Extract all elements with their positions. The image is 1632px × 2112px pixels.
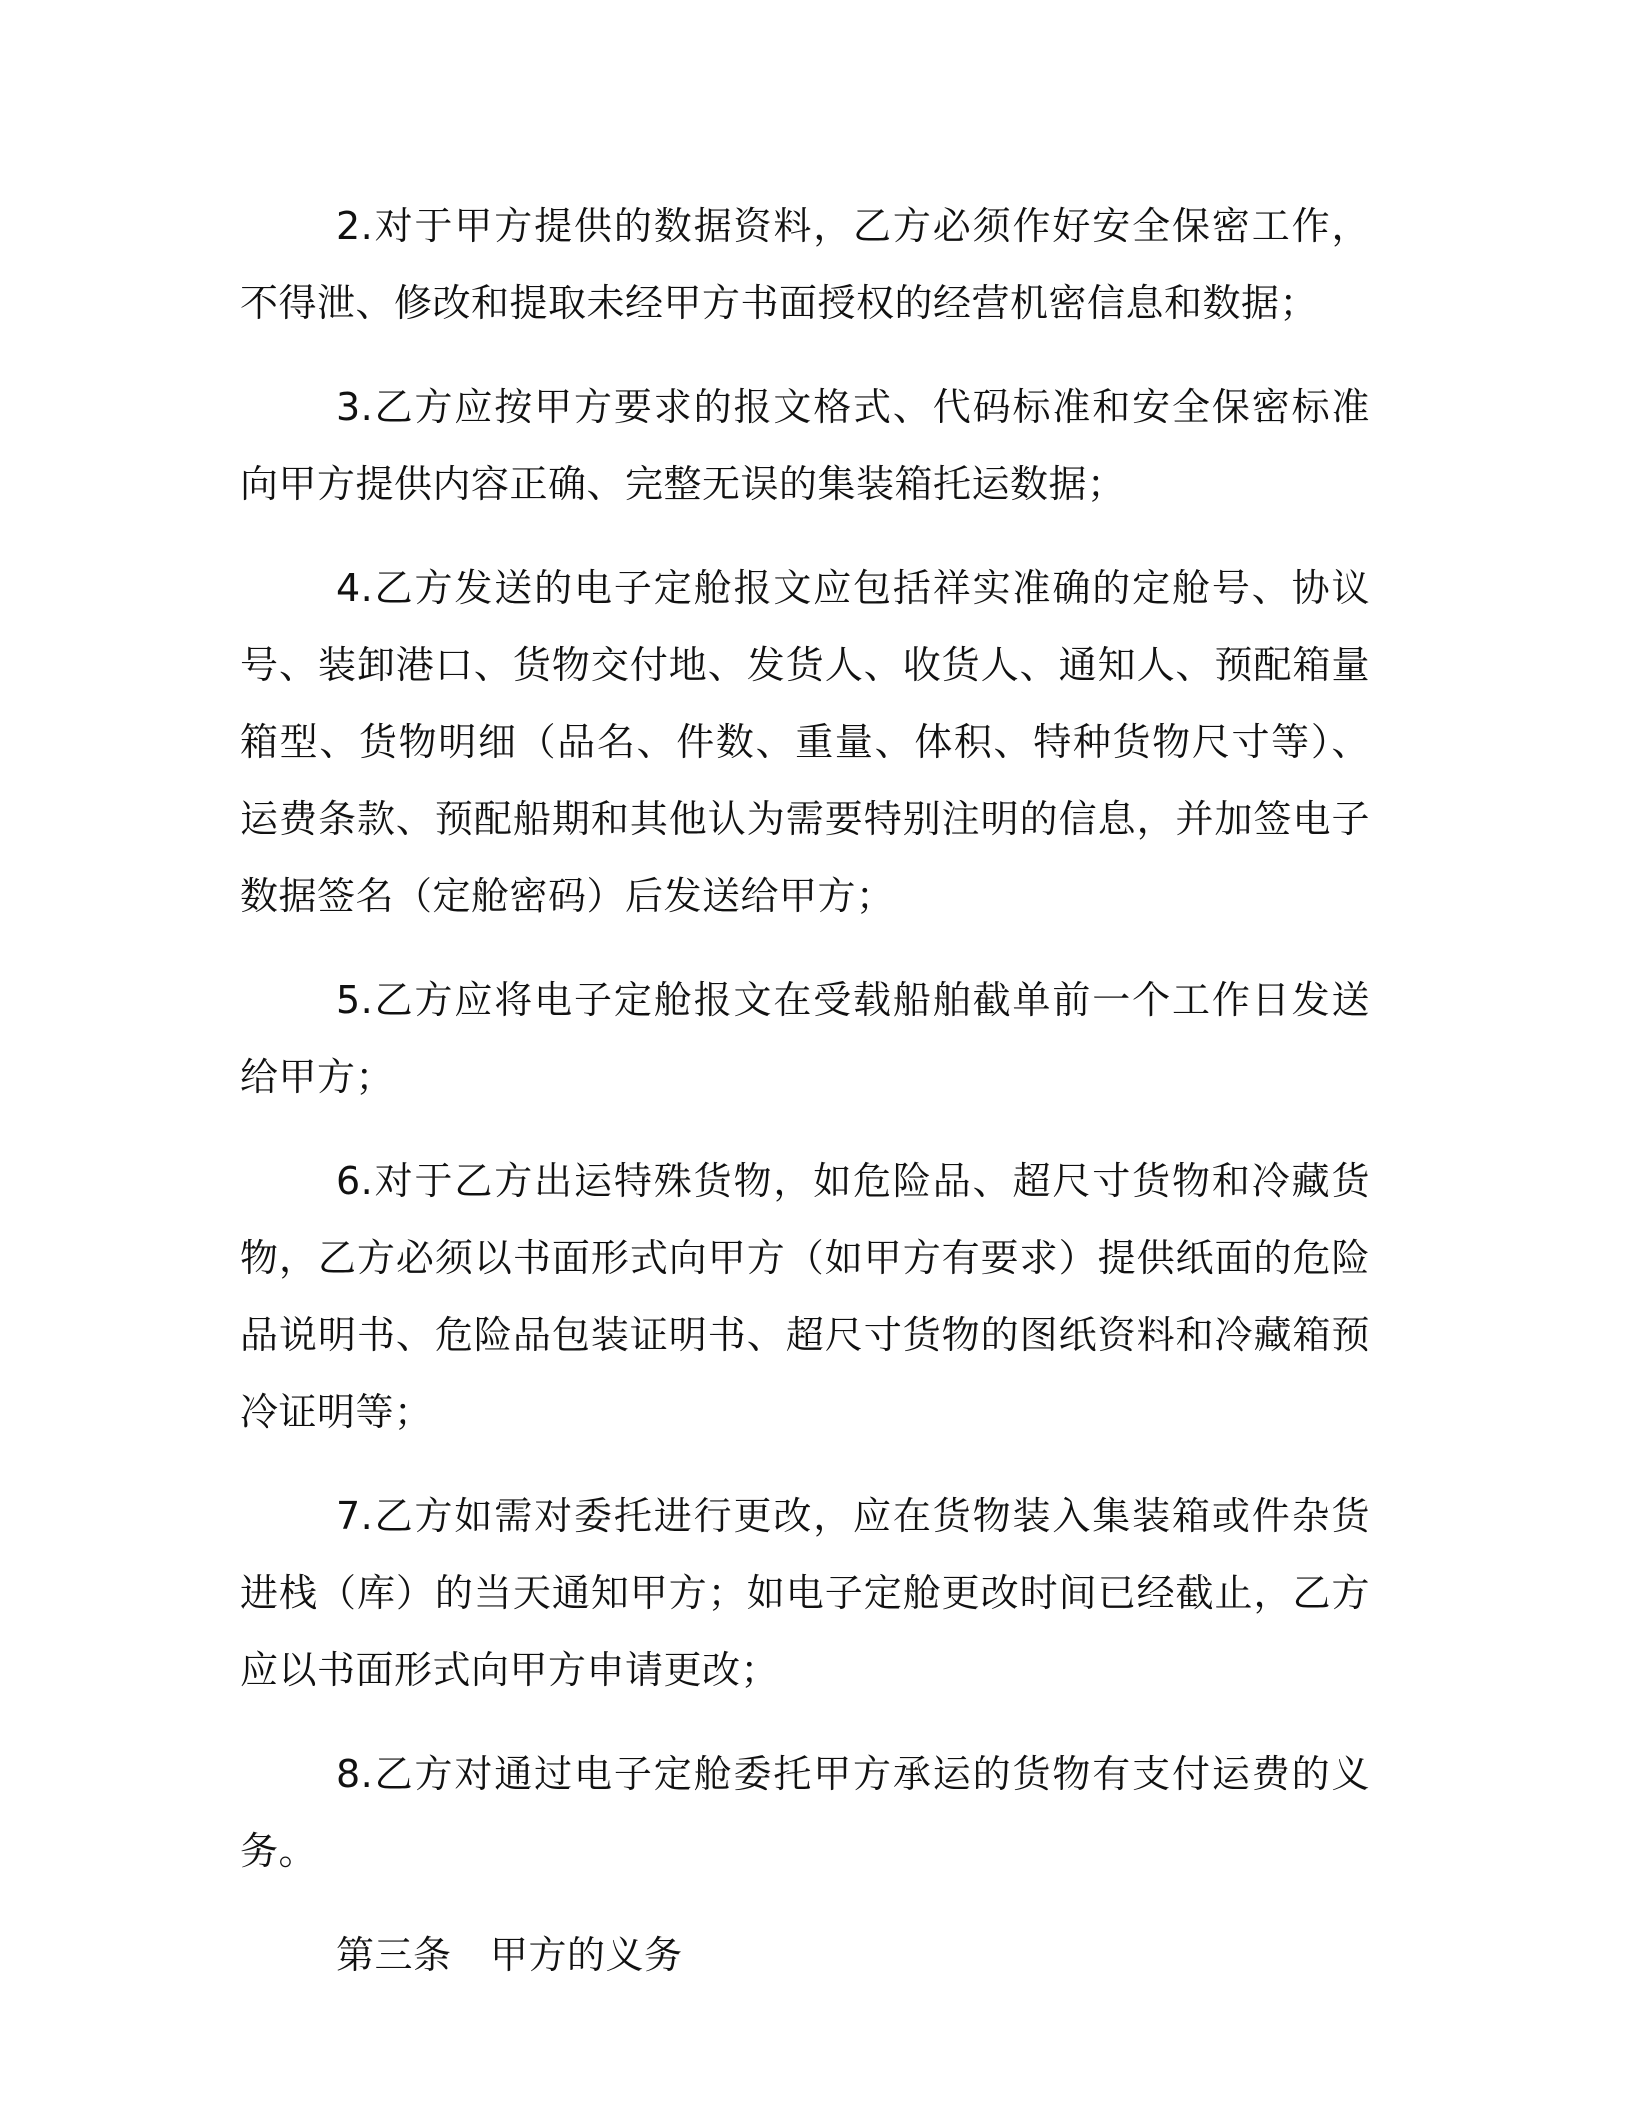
clause-3-paragraph: 3.乙方应按甲方要求的报文格式、代码标准和安全保密标准向甲方提供内容正确、完整无误的集装箱托运数据； — [240, 385, 1370, 506]
document-body — [240, 188, 1370, 1994]
clause-6-paragraph: 6.对于乙方出运特殊货物，如危险品、超尺寸货物和冷藏货物，乙方必须以书面形式向甲方（如甲方有要求）提供纸面的危险品说明书、危险品包装证明书、超尺寸货物的图纸资料和冷藏箱预冷证明等； — [240, 1159, 1370, 1434]
clause-5-paragraph: 5.乙方应将电子定舱报文在受载船舶截单前一个工作日发送给甲方； — [240, 978, 1370, 1099]
clause-8-paragraph: 8.乙方对通过电子定舱委托甲方承运的货物有支付运费的义务。 — [240, 1752, 1370, 1873]
clause-2-paragraph: 2.对于甲方提供的数据资料，乙方必须作好安全保密工作，不得泄、修改和提取未经甲方书面授权的经营机密信息和数据； — [240, 204, 1370, 325]
section-heading: 第三条 甲方的义务 — [336, 1933, 683, 1977]
clause-7-paragraph: 7.乙方如需对委托进行更改，应在货物装入集装箱或件杂货进栈（库）的当天通知甲方；如电子定舱更改时间已经截止，乙方应以书面形式向甲方申请更改； — [240, 1494, 1370, 1692]
clause-4-paragraph: 4.乙方发送的电子定舱报文应包括祥实准确的定舱号、协议号、装卸港口、货物交付地、发货人、收货人、通知人、预配箱量箱型、货物明细（品名、件数、重量、体积、特种货物尺寸等）、运费条款、预配船期和其他认为需要特别注明的信息，并加签电子数据签名（定舱密码）后发送给甲方； — [240, 566, 1370, 918]
